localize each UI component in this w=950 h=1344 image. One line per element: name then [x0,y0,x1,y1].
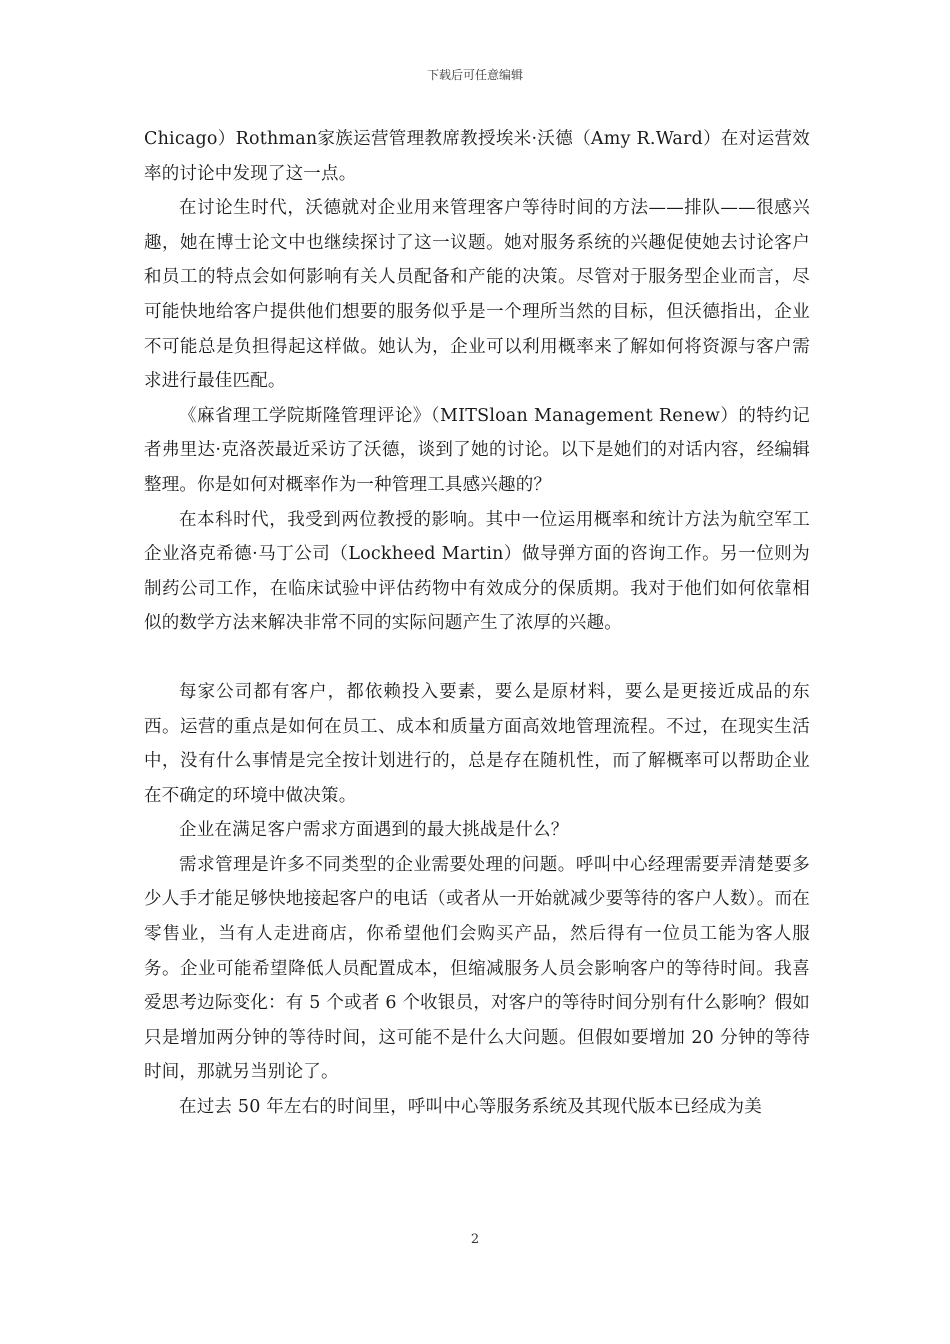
paragraph: 每家公司都有客户，都依赖投入要素，要么是原材料，要么是更接近成品的东西。运营的重点是如何在员工、成本和质量方面高效地管理流程。不过，在现实生活中，没有什么事情是完全按计划进行的，总是存在随机性，而了解概率可以帮助企业在不确定的环境中做决策。 [144,681,810,806]
paragraph: 《麻省理工学院斯隆管理评论》（MITSloan Management Renew）的特约记者弗里达·克洛茨最近采访了沃德，谈到了她的讨论。以下是她们的对话内容，经编辑整理。你是如何对概率作为一种管理工具感兴趣的？ [144,405,810,495]
paragraph: 在本科时代，我受到两位教授的影响。其中一位运用概率和统计方法为航空军工企业洛克希德·马丁公司（Lockheed Martin）做导弹方面的咨询工作。另一位则为制药公司工作，在临床试验中评估药物中有效成分的保质期。我对于他们如何依靠相似的数学方法来解决非常不同的实际问题产生了浓厚的兴趣。 [144,509,810,634]
paragraph: Chicago）Rothman家族运营管理教席教授埃米·沃德（Amy R.Ward）在对运营效率的讨论中发现了这一点。 [144,129,810,184]
body-text [144,122,810,1125]
paragraph: 在讨论生时代，沃德就对企业用来管理客户等待时间的方法——排队——很感兴趣，她在博士论文中也继续探讨了这一议题。她对服务系统的兴趣促使她去讨论客户和员工的特点会如何影响有关人员配备和产能的决策。尽管对于服务型企业而言，尽可能快地给客户提供他们想要的服务似乎是一个理所当然的目标，但沃德指出，企业不可能总是负担得起这样做。她认为，企业可以利用概率来了解如何将资源与客户需求进行最佳匹配。 [144,198,810,392]
paragraph: 需求管理是许多不同类型的企业需要处理的问题。呼叫中心经理需要弄清楚要多少人手才能足够快地接起客户的电话（或者从一开始就减少要等待的客户人数）。而在零售业，当有人走进商店，你希望他们会购买产品，然后得有一位员工能为客人服务。企业可能希望降低人员配置成本，但缩减服务人员会影响客户的等待时间。我喜爱思考边际变化：有 5 个或者 6 个收银员，对客户的等待时间分别有什么影响？假如只是增加两分钟的等待时间，这可能不是什么大问题。但假如要增加 20 分钟的等待时间，那就另当别论了。 [144,854,810,1083]
paragraph: 企业在满足客户需求方面遇到的最大挑战是什么？ [179,820,569,841]
page-number: 2 [470,1232,480,1247]
page-header: 下载后可任意编辑 [426,68,523,82]
paragraph: 在过去 50 年左右的时间里，呼叫中心等服务系统及其现代版本已经成为美 [179,1097,762,1118]
